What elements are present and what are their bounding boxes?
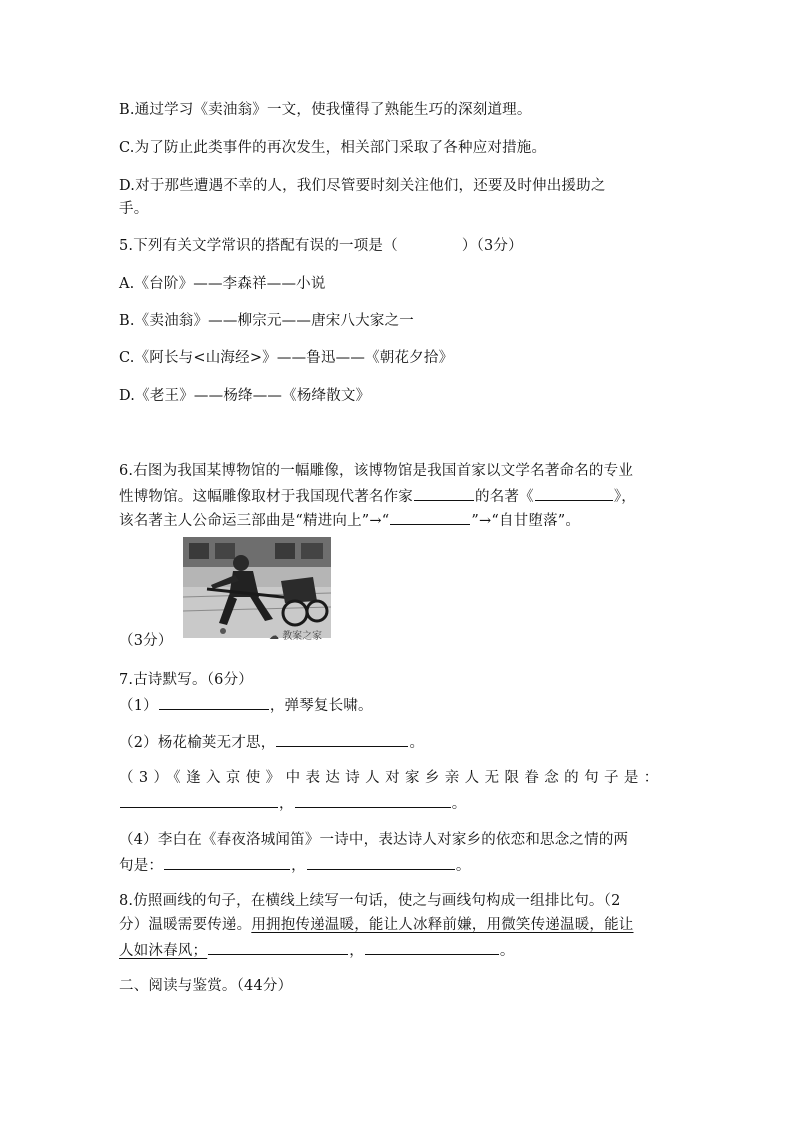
q6-book-blank[interactable] [535,486,613,501]
q7-sub2 [119,732,424,752]
q5-stem-text: 5.下列有关文学常识的搭配有误的一项是（ [119,238,398,254]
q7-sub3-blank1[interactable] [120,793,278,808]
q6-author-blank[interactable] [414,486,474,501]
q7-sub4-line1: （4）李白在《春夜洛城闻笛》一诗中，表达诗人对家乡的依恋和思念之情的两 [119,832,629,848]
q6-line2-end: 》， [613,489,636,505]
q6-score: （3分） [119,633,173,649]
q6-line3 [119,510,580,530]
q8-line2-text: 分）温暖需要传递。 [119,917,252,933]
q6-line2 [119,486,636,506]
q7-sub4-label: 句是： [119,858,164,874]
q7-sub4-comma: ， [291,858,306,874]
q4-option-b: B.通过学习《卖油翁》一文，使我懂得了熟能生巧的深刻道理。 [119,102,532,118]
q6-line2-mid: 的名著《 [475,489,534,505]
q8-underlined-sentence-2: 人如沐春风； [119,943,208,959]
q7-sub4-blank1[interactable] [164,855,290,870]
section-2-heading: 二、阅读与鉴赏。（44分） [119,978,293,994]
q4-option-d-line2: 手。 [119,201,149,217]
q7-sub3-comma: ， [279,796,294,812]
q4-option-c: C.为了防止此类事件的再次发生，相关部门采取了各种应对措施。 [119,140,547,156]
q8-period: 。 [499,943,515,959]
q7-sub2-tail: 。 [409,735,425,751]
q7-sub1 [119,695,373,715]
watermark-text: 教案之家 [282,631,323,642]
q6-fate-blank[interactable] [390,510,470,525]
q5-stem [119,237,523,255]
rickshaw-sculpture-image [183,537,331,638]
q7-sub3-blank2[interactable] [295,793,451,808]
q7-sub1-label: （1） [119,698,158,714]
q8-underlined-sentence-1: 用拥抱传递温暖，能让人冰释前嫌，用微笑传递温暖，能让 [251,917,634,933]
q8-line1: 8.仿照画线的句子，在横线上续写一句话，使之与画线句构成一组排比句。（2 [119,893,621,909]
q8-comma: ， [349,943,364,959]
q7-title: 7.古诗默写。（6分） [119,672,254,688]
q6-line1: 6.右图为我国某博物馆的一幅雕像，该博物馆是我国首家以文学名著命名的专业 [119,463,634,479]
watermark [269,627,322,642]
q7-sub4-period: 。 [455,858,471,874]
wechat-icon: ☁ [269,631,279,642]
q7-sub2-text: （2）杨花榆荚无才思， [119,735,276,751]
q7-sub3-answer [119,793,466,813]
q8-line3 [119,940,515,960]
q8-blank1[interactable] [208,940,348,955]
q7-sub3-period: 。 [451,796,467,812]
q5-option-d: D.《老王》——杨绛——《杨绛散文》 [119,388,371,404]
q7-sub2-blank[interactable] [276,732,408,747]
q4-option-d-line1: D.对于那些遭遇不幸的人，我们尽管要时刻关注他们，还要及时伸出援助之 [119,178,606,194]
q5-option-c: C.《阿长与<山海经>》——鲁迅——《朝花夕拾》 [119,350,454,366]
sculpture-photo [183,537,331,638]
q7-sub3: （3）《逢入京使》中表达诗人对家乡亲人无限眷念的句子是： [119,770,664,786]
q7-sub4-blank2[interactable] [307,855,455,870]
q5-option-a: A.《台阶》——李森祥——小说 [119,276,326,292]
q5-score: ）（3分） [461,238,523,254]
q6-line2-text: 性博物馆。这幅雕像取材于我国现代著名作家 [119,489,413,505]
q7-sub4-line2 [119,855,471,875]
q5-option-b: B.《卖油翁》——柳宗元——唐宋八大家之一 [119,313,414,329]
q6-line3-text: 该名著主人公命运三部曲是“精进向上”→“ [119,513,390,529]
q7-sub1-blank[interactable] [159,695,269,710]
q6-line3-end: ”→“自甘堕落”。 [471,513,581,529]
q8-blank2[interactable] [365,940,499,955]
q7-sub1-tail: ，弹琴复长啸。 [269,698,373,714]
q8-line2 [119,916,634,934]
